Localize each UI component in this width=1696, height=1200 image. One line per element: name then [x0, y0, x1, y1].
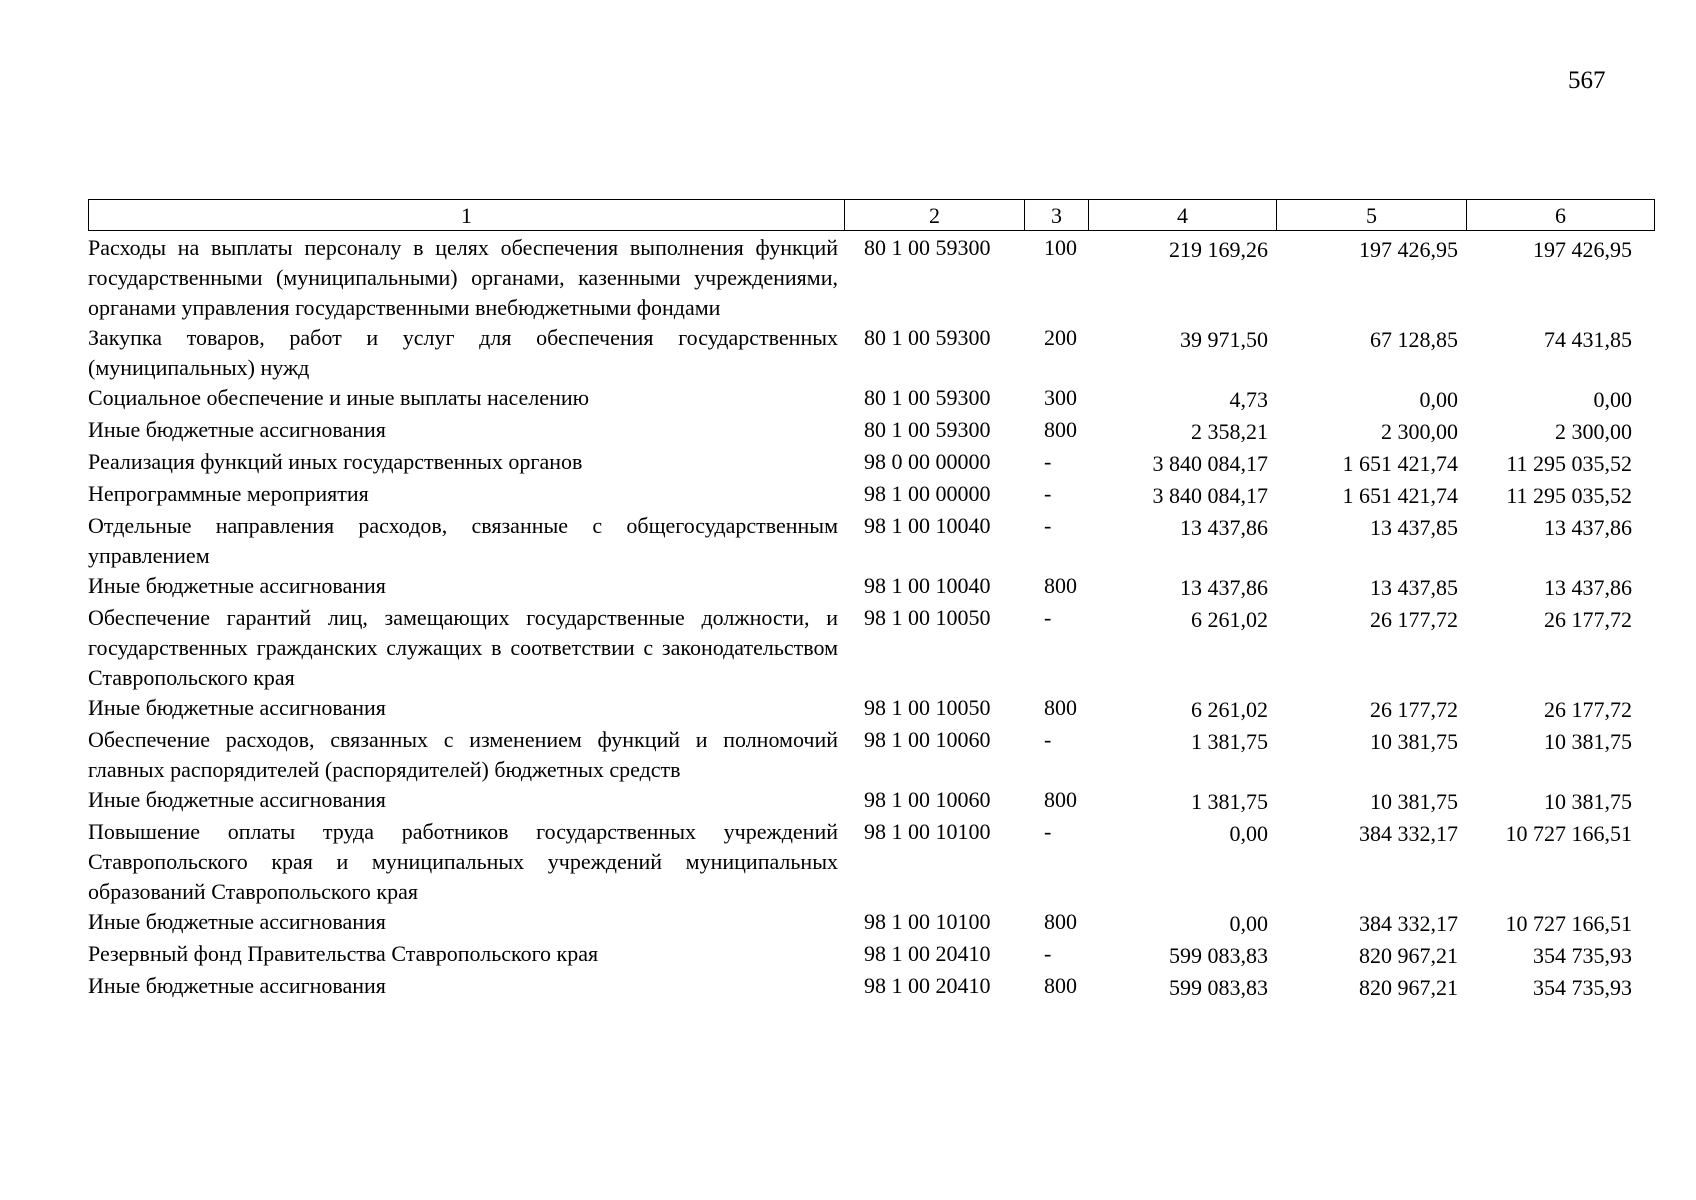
- row-value-col5: 13 437,85: [1370, 575, 1458, 600]
- row-value-col4: 6 261,02: [1191, 697, 1268, 722]
- row-value-col4: 3 840 084,17: [1152, 451, 1268, 476]
- row-expense-type: 200: [1044, 325, 1077, 350]
- column-header-table: [88, 199, 1655, 231]
- column-header-2: 2: [845, 200, 1025, 231]
- row-value-col4: 599 083,83: [1169, 943, 1268, 968]
- row-code: 98 1 00 10050: [864, 695, 991, 720]
- row-value-col6: 74 431,85: [1544, 327, 1632, 352]
- table-row: [88, 571, 1654, 603]
- row-value-col4: 13 437,86: [1180, 575, 1268, 600]
- budget-table: [88, 233, 1654, 1003]
- row-value-col4: 1 381,75: [1191, 729, 1268, 754]
- row-value-col6: 26 177,72: [1544, 607, 1632, 632]
- row-value-col4: 3 840 084,17: [1152, 483, 1268, 508]
- row-value-col6: 11 295 035,52: [1506, 451, 1632, 476]
- row-expense-type: 800: [1044, 787, 1077, 812]
- column-header-3: 3: [1025, 200, 1089, 231]
- row-value-col6: 26 177,72: [1544, 697, 1632, 722]
- table-row: [88, 479, 1654, 511]
- table-row: [88, 971, 1654, 1003]
- row-expense-type: 800: [1044, 695, 1077, 720]
- row-name: Резервный фонд Правительства Ставропольского края: [88, 941, 599, 966]
- row-value-col5: 820 967,21: [1359, 943, 1458, 968]
- row-code: 98 1 00 10100: [864, 909, 991, 934]
- row-name: Реализация функций иных государственных органов: [88, 449, 583, 474]
- row-value-col6: 13 437,86: [1544, 515, 1632, 540]
- row-value-col4: 6 261,02: [1191, 607, 1268, 632]
- row-expense-type: 800: [1044, 573, 1077, 598]
- row-expense-type: -: [1044, 513, 1052, 538]
- table-row: [88, 785, 1654, 817]
- table-row: [88, 447, 1654, 479]
- row-value-col4: 39 971,50: [1180, 327, 1268, 352]
- row-value-col6: 354 735,93: [1533, 943, 1632, 968]
- row-value-col6: 10 381,75: [1544, 789, 1632, 814]
- column-header-4: 4: [1089, 200, 1277, 231]
- row-value-col5: 0,00: [1419, 387, 1458, 412]
- row-value-col5: 384 332,17: [1359, 821, 1458, 846]
- row-value-col6: 197 426,95: [1533, 237, 1632, 262]
- row-code: 80 1 00 59300: [864, 235, 991, 260]
- row-expense-type: 800: [1044, 417, 1077, 442]
- row-value-col4: 599 083,83: [1169, 975, 1268, 1000]
- row-value-col5: 197 426,95: [1359, 237, 1458, 262]
- row-value-col6: 10 727 166,51: [1505, 821, 1632, 846]
- row-value-col5: 1 651 421,74: [1342, 451, 1458, 476]
- row-name: Отдельные направления расходов, связанные с общегосударственным управлением: [88, 513, 838, 568]
- row-value-col6: 13 437,86: [1544, 575, 1632, 600]
- row-value-col5: 820 967,21: [1359, 975, 1458, 1000]
- row-code: 98 1 00 20410: [864, 941, 991, 966]
- row-value-col5: 2 300,00: [1381, 419, 1458, 444]
- row-name: Обеспечение расходов, связанных с изменением функций и полномочий главных распорядителей (распорядителей) бюджетных средств: [88, 727, 838, 782]
- table-row: [88, 939, 1654, 971]
- row-name: Расходы на выплаты персоналу в целях обеспечения выполнения функций государственными (муниципальными) органами, казенными учреждениями, органами управления государственными внебюджетными фондами: [88, 235, 838, 320]
- row-code: 98 1 00 10040: [864, 573, 991, 598]
- row-value-col6: 10 381,75: [1544, 729, 1632, 754]
- row-code: 80 1 00 59300: [864, 417, 991, 442]
- row-name: Социальное обеспечение и иные выплаты населению: [88, 385, 590, 410]
- row-name: Иные бюджетные ассигнования: [88, 973, 386, 998]
- row-code: 98 0 00 00000: [864, 449, 991, 474]
- row-expense-type: 800: [1044, 973, 1077, 998]
- row-value-col4: 2 358,21: [1191, 419, 1268, 444]
- table-row: [88, 383, 1654, 415]
- row-value-col6: 0,00: [1593, 387, 1632, 412]
- row-code: 80 1 00 59300: [864, 385, 991, 410]
- row-expense-type: 800: [1044, 909, 1077, 934]
- row-value-col5: 384 332,17: [1359, 911, 1458, 936]
- row-code: 98 1 00 10060: [864, 727, 991, 752]
- row-name: Иные бюджетные ассигнования: [88, 695, 386, 720]
- row-expense-type: -: [1044, 449, 1052, 474]
- row-value-col5: 26 177,72: [1370, 607, 1458, 632]
- row-expense-type: 300: [1044, 385, 1077, 410]
- row-value-col5: 10 381,75: [1370, 789, 1458, 814]
- table-row: [88, 817, 1654, 907]
- row-name: Иные бюджетные ассигнования: [88, 573, 386, 598]
- row-value-col4: 219 169,26: [1169, 237, 1268, 262]
- row-code: 80 1 00 59300: [864, 325, 991, 350]
- row-value-col6: 354 735,93: [1533, 975, 1632, 1000]
- row-value-col4: 0,00: [1229, 821, 1268, 846]
- row-value-col5: 67 128,85: [1370, 327, 1458, 352]
- row-value-col4: 0,00: [1229, 911, 1268, 936]
- column-header-5: 5: [1277, 200, 1467, 231]
- table-row: [88, 511, 1654, 571]
- row-name: Повышение оплаты труда работников государственных учреждений Ставропольского края и муниципальных учреждений муниципальных образований Ставропольского края: [88, 819, 838, 904]
- row-value-col4: 4,73: [1229, 387, 1268, 412]
- row-value-col6: 11 295 035,52: [1506, 483, 1632, 508]
- budget-table-body: [88, 233, 1654, 1003]
- row-code: 98 1 00 10050: [864, 605, 991, 630]
- row-value-col5: 1 651 421,74: [1342, 483, 1458, 508]
- table-row: [88, 693, 1654, 725]
- column-header-6: 6: [1467, 200, 1655, 231]
- row-expense-type: -: [1044, 481, 1052, 506]
- column-header-row: [89, 200, 1655, 231]
- row-name: Непрограммные мероприятия: [88, 481, 369, 506]
- row-name: Иные бюджетные ассигнования: [88, 417, 386, 442]
- table-row: [88, 907, 1654, 939]
- row-code: 98 1 00 20410: [864, 973, 991, 998]
- table-row: [88, 725, 1654, 785]
- row-code: 98 1 00 10100: [864, 819, 991, 844]
- row-value-col5: 26 177,72: [1370, 697, 1458, 722]
- row-name: Иные бюджетные ассигнования: [88, 787, 386, 812]
- table-row: [88, 415, 1654, 447]
- row-value-col5: 13 437,85: [1370, 515, 1458, 540]
- row-value-col6: 10 727 166,51: [1505, 911, 1632, 936]
- table-row: [88, 233, 1654, 323]
- page-number: 567: [1568, 67, 1606, 94]
- row-name: Закупка товаров, работ и услуг для обеспечения государственных (муниципальных) нужд: [88, 325, 838, 380]
- row-value-col4: 1 381,75: [1191, 789, 1268, 814]
- row-expense-type: -: [1044, 819, 1052, 844]
- row-expense-type: -: [1044, 605, 1052, 630]
- row-expense-type: -: [1044, 727, 1052, 752]
- row-expense-type: 100: [1044, 235, 1077, 260]
- table-row: [88, 323, 1654, 383]
- row-code: 98 1 00 00000: [864, 481, 991, 506]
- row-code: 98 1 00 10060: [864, 787, 991, 812]
- row-value-col5: 10 381,75: [1370, 729, 1458, 754]
- row-code: 98 1 00 10040: [864, 513, 991, 538]
- row-expense-type: -: [1044, 941, 1052, 966]
- column-header-1: 1: [89, 200, 845, 231]
- row-value-col6: 2 300,00: [1555, 419, 1632, 444]
- row-name: Обеспечение гарантий лиц, замещающих государственные должности, и государственных гражданских служащих в соответствии с законодательством Ставропольского края: [88, 605, 838, 690]
- table-row: [88, 603, 1654, 693]
- row-value-col4: 13 437,86: [1180, 515, 1268, 540]
- row-name: Иные бюджетные ассигнования: [88, 909, 386, 934]
